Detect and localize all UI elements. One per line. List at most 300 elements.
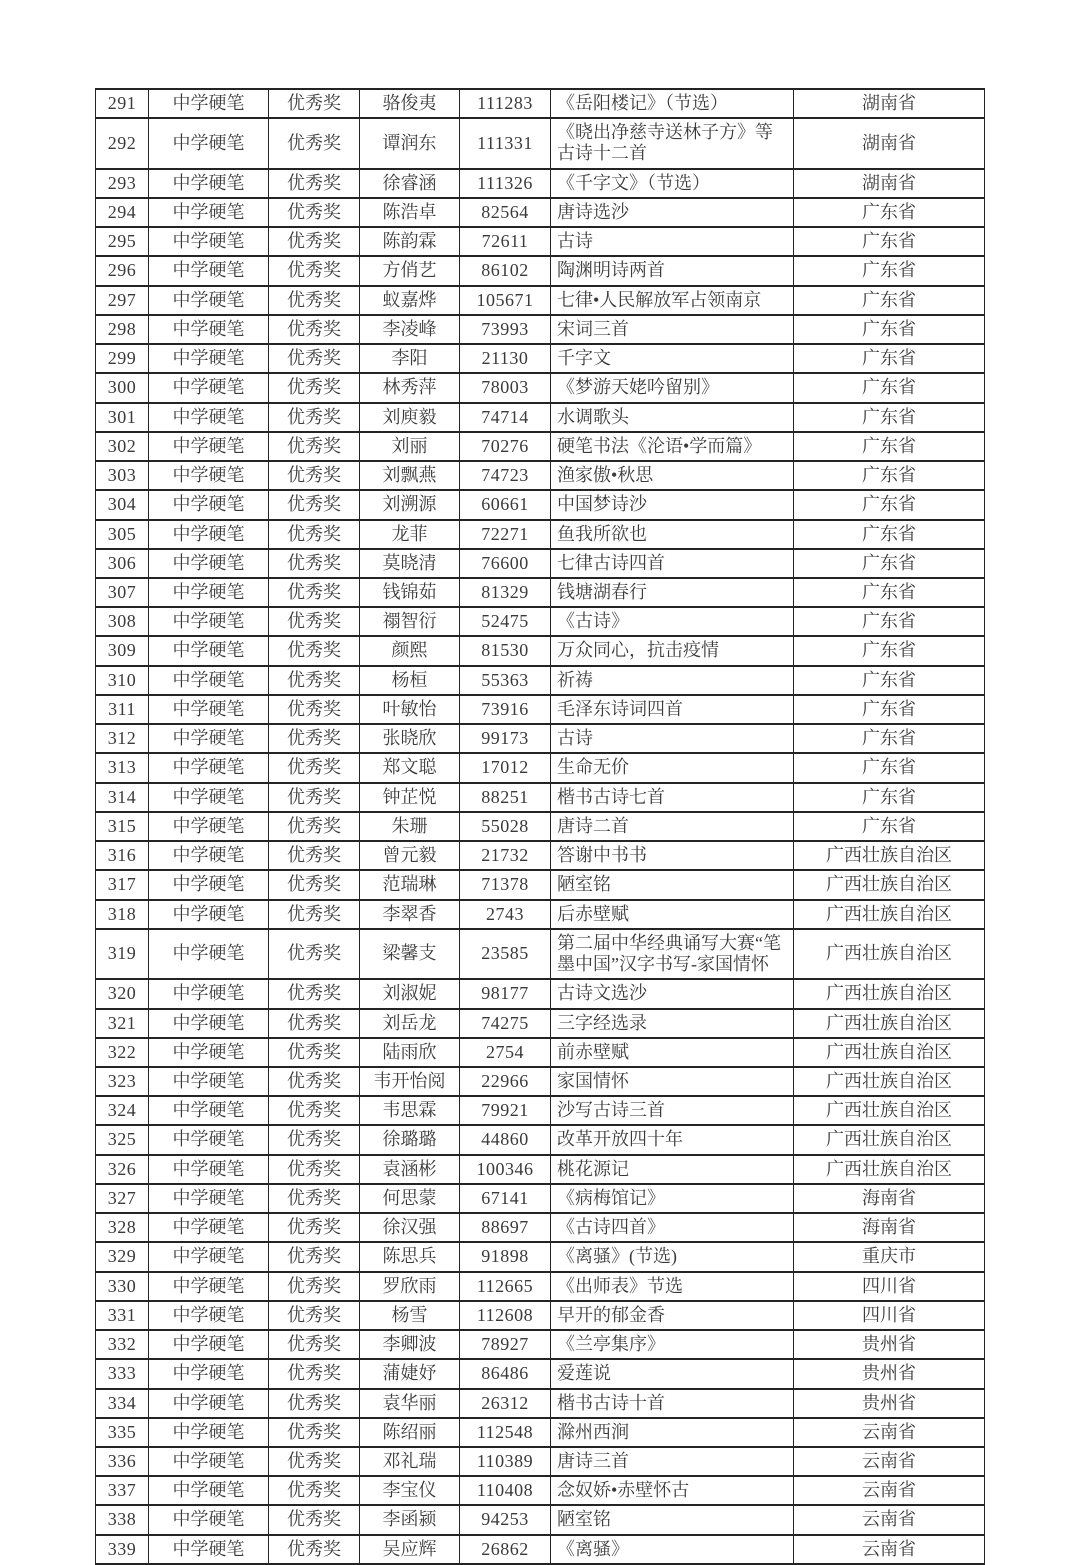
cell-id: 70276: [460, 432, 551, 461]
cell-province: 广西壮族自治区: [794, 841, 985, 870]
cell-category: 中学硬笔: [149, 1038, 269, 1067]
cell-category: 中学硬笔: [149, 724, 269, 753]
cell-name: 李宝仪: [360, 1476, 460, 1505]
cell-province: 云南省: [794, 1535, 985, 1564]
cell-category: 中学硬笔: [149, 578, 269, 607]
cell-title: 硬笔书法《沦语•学而篇》: [551, 432, 794, 461]
cell-category: 中学硬笔: [149, 1505, 269, 1534]
cell-award: 优秀奖: [269, 344, 360, 373]
cell-province: 湖南省: [794, 169, 985, 198]
table-row: [96, 1330, 985, 1359]
cell-name: 郑文聪: [360, 753, 460, 782]
cell-province: 广东省: [794, 753, 985, 782]
cell-province: 广东省: [794, 812, 985, 841]
cell-province: 重庆市: [794, 1242, 985, 1271]
cell-name: 韦开怡阅: [360, 1067, 460, 1096]
cell-category: 中学硬笔: [149, 607, 269, 636]
cell-name: 梁馨支: [360, 929, 460, 979]
cell-title: 滁州西涧: [551, 1418, 794, 1447]
cell-province: 广东省: [794, 286, 985, 315]
cell-title: 家国情怀: [551, 1067, 794, 1096]
cell-award: 优秀奖: [269, 666, 360, 695]
cell-name: 徐璐璐: [360, 1125, 460, 1154]
cell-category: 中学硬笔: [149, 344, 269, 373]
table-row: [96, 1184, 985, 1213]
cell-name: 杨桓: [360, 666, 460, 695]
cell-province: 广西壮族自治区: [794, 900, 985, 929]
cell-title: 渔家傲•秋思: [551, 461, 794, 490]
cell-award: 优秀奖: [269, 549, 360, 578]
cell-province: 海南省: [794, 1184, 985, 1213]
cell-category: 中学硬笔: [149, 1389, 269, 1418]
cell-name: 刘丽: [360, 432, 460, 461]
cell-id: 88697: [460, 1213, 551, 1242]
cell-category: 中学硬笔: [149, 1213, 269, 1242]
cell-name: 蚁嘉烨: [360, 286, 460, 315]
cell-title: 宋词三首: [551, 315, 794, 344]
cell-name: 陈绍丽: [360, 1418, 460, 1447]
table-row: [96, 1359, 985, 1388]
cell-award: 优秀奖: [269, 1125, 360, 1154]
cell-title: 《离骚》: [551, 1535, 794, 1564]
cell-no: 329: [96, 1242, 149, 1271]
cell-category: 中学硬笔: [149, 979, 269, 1008]
cell-category: 中学硬笔: [149, 1301, 269, 1330]
cell-name: 刘岳龙: [360, 1009, 460, 1038]
cell-no: 312: [96, 724, 149, 753]
cell-no: 326: [96, 1155, 149, 1184]
cell-title: 《兰亭集序》: [551, 1330, 794, 1359]
cell-award: 优秀奖: [269, 315, 360, 344]
cell-award: 优秀奖: [269, 578, 360, 607]
cell-id: 111326: [460, 169, 551, 198]
cell-title: 古诗文选沙: [551, 979, 794, 1008]
cell-province: 广西壮族自治区: [794, 1155, 985, 1184]
cell-id: 55028: [460, 812, 551, 841]
table-row: [96, 753, 985, 782]
cell-category: 中学硬笔: [149, 118, 269, 168]
cell-no: 305: [96, 520, 149, 549]
cell-title: 中国梦诗沙: [551, 490, 794, 519]
cell-name: 刘淑妮: [360, 979, 460, 1008]
cell-award: 优秀奖: [269, 900, 360, 929]
cell-province: 广东省: [794, 607, 985, 636]
cell-award: 优秀奖: [269, 403, 360, 432]
cell-province: 广东省: [794, 198, 985, 227]
cell-no: 339: [96, 1535, 149, 1564]
cell-no: 315: [96, 812, 149, 841]
table-row: [96, 198, 985, 227]
cell-title: 前赤壁赋: [551, 1038, 794, 1067]
cell-award: 优秀奖: [269, 118, 360, 168]
cell-id: 73916: [460, 695, 551, 724]
cell-no: 316: [96, 841, 149, 870]
cell-title: 《病梅馆记》: [551, 1184, 794, 1213]
cell-province: 广西壮族自治区: [794, 870, 985, 899]
cell-no: 327: [96, 1184, 149, 1213]
cell-province: 海南省: [794, 1213, 985, 1242]
cell-id: 2743: [460, 900, 551, 929]
cell-award: 优秀奖: [269, 432, 360, 461]
cell-title: 后赤壁赋: [551, 900, 794, 929]
cell-id: 52475: [460, 607, 551, 636]
cell-id: 21732: [460, 841, 551, 870]
cell-no: 330: [96, 1272, 149, 1301]
cell-title: 念奴娇•赤壁怀古: [551, 1476, 794, 1505]
cell-name: 韦思霖: [360, 1096, 460, 1125]
cell-province: 广东省: [794, 666, 985, 695]
table-row: [96, 520, 985, 549]
cell-province: 广东省: [794, 315, 985, 344]
table-row: [96, 227, 985, 256]
table-row: [96, 1505, 985, 1534]
cell-no: 311: [96, 695, 149, 724]
cell-name: 莫晓清: [360, 549, 460, 578]
cell-id: 81530: [460, 636, 551, 665]
cell-title: 早开的郁金香: [551, 1301, 794, 1330]
cell-id: 99173: [460, 724, 551, 753]
cell-title: 桃花源记: [551, 1155, 794, 1184]
table-row: [96, 1096, 985, 1125]
cell-province: 广东省: [794, 227, 985, 256]
cell-title: 七律•人民解放军占领南京: [551, 286, 794, 315]
cell-id: 82564: [460, 198, 551, 227]
cell-title: 第二届中华经典诵写大赛“笔墨中国”汉字书写-家国情怀: [551, 929, 794, 979]
cell-province: 广西壮族自治区: [794, 1096, 985, 1125]
cell-id: 86102: [460, 256, 551, 285]
cell-no: 332: [96, 1330, 149, 1359]
cell-category: 中学硬笔: [149, 783, 269, 812]
cell-category: 中学硬笔: [149, 373, 269, 402]
cell-province: 云南省: [794, 1447, 985, 1476]
cell-title: 《梦游天姥吟留别》: [551, 373, 794, 402]
cell-id: 71378: [460, 870, 551, 899]
cell-no: 310: [96, 666, 149, 695]
cell-id: 111331: [460, 118, 551, 168]
cell-no: 292: [96, 118, 149, 168]
cell-name: 李阳: [360, 344, 460, 373]
cell-province: 湖南省: [794, 89, 985, 118]
cell-title: 答谢中书书: [551, 841, 794, 870]
cell-title: 《离骚》(节选): [551, 1242, 794, 1271]
cell-no: 307: [96, 578, 149, 607]
cell-id: 86486: [460, 1359, 551, 1388]
table-row: [96, 841, 985, 870]
cell-id: 26312: [460, 1389, 551, 1418]
table-row: [96, 286, 985, 315]
cell-category: 中学硬笔: [149, 870, 269, 899]
cell-title: 万众同心，抗击疫情: [551, 636, 794, 665]
cell-no: 301: [96, 403, 149, 432]
cell-province: 云南省: [794, 1505, 985, 1534]
cell-id: 55363: [460, 666, 551, 695]
cell-category: 中学硬笔: [149, 1476, 269, 1505]
cell-name: 钟芷悦: [360, 783, 460, 812]
cell-category: 中学硬笔: [149, 695, 269, 724]
cell-award: 优秀奖: [269, 812, 360, 841]
cell-no: 295: [96, 227, 149, 256]
cell-title: 《千字文》（节选）: [551, 169, 794, 198]
cell-province: 广东省: [794, 256, 985, 285]
cell-category: 中学硬笔: [149, 1125, 269, 1154]
cell-award: 优秀奖: [269, 461, 360, 490]
table-row: [96, 724, 985, 753]
cell-name: 骆俊夷: [360, 89, 460, 118]
cell-id: 81329: [460, 578, 551, 607]
cell-province: 广东省: [794, 432, 985, 461]
cell-no: 331: [96, 1301, 149, 1330]
table-row: [96, 1535, 985, 1564]
cell-award: 优秀奖: [269, 89, 360, 118]
cell-category: 中学硬笔: [149, 929, 269, 979]
cell-name: 李翠香: [360, 900, 460, 929]
cell-name: 张晓欣: [360, 724, 460, 753]
cell-title: 千字文: [551, 344, 794, 373]
cell-id: 76600: [460, 549, 551, 578]
cell-id: 72271: [460, 520, 551, 549]
cell-award: 优秀奖: [269, 1301, 360, 1330]
cell-name: 杨雪: [360, 1301, 460, 1330]
cell-title: 《古诗四首》: [551, 1213, 794, 1242]
cell-id: 100346: [460, 1155, 551, 1184]
cell-province: 广东省: [794, 578, 985, 607]
cell-title: 《古诗》: [551, 607, 794, 636]
cell-category: 中学硬笔: [149, 1009, 269, 1038]
cell-name: 林秀萍: [360, 373, 460, 402]
cell-id: 60661: [460, 490, 551, 519]
cell-no: 298: [96, 315, 149, 344]
cell-award: 优秀奖: [269, 1155, 360, 1184]
cell-title: 陶渊明诗两首: [551, 256, 794, 285]
cell-name: 钱锦茹: [360, 578, 460, 607]
cell-category: 中学硬笔: [149, 1535, 269, 1564]
cell-category: 中学硬笔: [149, 666, 269, 695]
cell-category: 中学硬笔: [149, 256, 269, 285]
table-row: [96, 1476, 985, 1505]
table-row: [96, 1389, 985, 1418]
cell-province: 湖南省: [794, 118, 985, 168]
table-row: [96, 461, 985, 490]
cell-id: 17012: [460, 753, 551, 782]
cell-award: 优秀奖: [269, 490, 360, 519]
table-row: [96, 1272, 985, 1301]
cell-award: 优秀奖: [269, 1505, 360, 1534]
cell-province: 云南省: [794, 1476, 985, 1505]
cell-title: 唐诗选沙: [551, 198, 794, 227]
cell-title: 陋室铭: [551, 870, 794, 899]
cell-no: 294: [96, 198, 149, 227]
cell-no: 323: [96, 1067, 149, 1096]
cell-name: 刘庾毅: [360, 403, 460, 432]
cell-award: 优秀奖: [269, 1067, 360, 1096]
cell-category: 中学硬笔: [149, 1067, 269, 1096]
cell-province: 广东省: [794, 344, 985, 373]
table-row: [96, 812, 985, 841]
cell-name: 邓礼瑞: [360, 1447, 460, 1476]
cell-category: 中学硬笔: [149, 1447, 269, 1476]
cell-province: 广东省: [794, 549, 985, 578]
cell-province: 广西壮族自治区: [794, 979, 985, 1008]
cell-award: 优秀奖: [269, 198, 360, 227]
cell-category: 中学硬笔: [149, 1418, 269, 1447]
cell-award: 优秀奖: [269, 1418, 360, 1447]
cell-category: 中学硬笔: [149, 753, 269, 782]
cell-name: 范瑞琳: [360, 870, 460, 899]
cell-name: 李卿波: [360, 1330, 460, 1359]
table-row: [96, 1301, 985, 1330]
table-row: [96, 870, 985, 899]
cell-category: 中学硬笔: [149, 1359, 269, 1388]
cell-title: 祈祷: [551, 666, 794, 695]
cell-award: 优秀奖: [269, 373, 360, 402]
cell-province: 广东省: [794, 461, 985, 490]
table-row: [96, 169, 985, 198]
cell-award: 优秀奖: [269, 286, 360, 315]
cell-title: 生命无价: [551, 753, 794, 782]
cell-award: 优秀奖: [269, 1476, 360, 1505]
cell-id: 74723: [460, 461, 551, 490]
table-row: [96, 1155, 985, 1184]
cell-no: 335: [96, 1418, 149, 1447]
cell-id: 78003: [460, 373, 551, 402]
table-row: [96, 490, 985, 519]
cell-award: 优秀奖: [269, 870, 360, 899]
cell-province: 广东省: [794, 373, 985, 402]
cell-category: 中学硬笔: [149, 900, 269, 929]
cell-no: 320: [96, 979, 149, 1008]
cell-no: 325: [96, 1125, 149, 1154]
cell-award: 优秀奖: [269, 169, 360, 198]
cell-award: 优秀奖: [269, 1447, 360, 1476]
cell-category: 中学硬笔: [149, 1242, 269, 1271]
cell-title: 唐诗三首: [551, 1447, 794, 1476]
cell-award: 优秀奖: [269, 1096, 360, 1125]
cell-award: 优秀奖: [269, 1359, 360, 1388]
cell-name: 曾元毅: [360, 841, 460, 870]
cell-category: 中学硬笔: [149, 1096, 269, 1125]
cell-name: 李函颍: [360, 1505, 460, 1534]
cell-award: 优秀奖: [269, 695, 360, 724]
cell-award: 优秀奖: [269, 256, 360, 285]
cell-award: 优秀奖: [269, 1184, 360, 1213]
cell-title: 钱塘湖春行: [551, 578, 794, 607]
table-row: [96, 1125, 985, 1154]
cell-no: 322: [96, 1038, 149, 1067]
cell-name: 刘飘燕: [360, 461, 460, 490]
cell-title: 《晓出净慈寺送林子方》等古诗十二首: [551, 118, 794, 168]
cell-no: 317: [96, 870, 149, 899]
cell-id: 88251: [460, 783, 551, 812]
cell-name: 陆雨欣: [360, 1038, 460, 1067]
cell-title: 水调歌头: [551, 403, 794, 432]
cell-name: 徐汉强: [360, 1213, 460, 1242]
table-row: [96, 1067, 985, 1096]
cell-id: 2754: [460, 1038, 551, 1067]
cell-name: 罗欣雨: [360, 1272, 460, 1301]
table-row: [96, 1213, 985, 1242]
cell-id: 73993: [460, 315, 551, 344]
cell-province: 贵州省: [794, 1359, 985, 1388]
cell-id: 91898: [460, 1242, 551, 1271]
cell-province: 四川省: [794, 1272, 985, 1301]
cell-province: 广东省: [794, 783, 985, 812]
cell-award: 优秀奖: [269, 841, 360, 870]
cell-category: 中学硬笔: [149, 520, 269, 549]
cell-no: 291: [96, 89, 149, 118]
cell-title: 沙写古诗三首: [551, 1096, 794, 1125]
table-row: [96, 695, 985, 724]
cell-id: 94253: [460, 1505, 551, 1534]
table-row: [96, 1009, 985, 1038]
cell-province: 贵州省: [794, 1389, 985, 1418]
cell-category: 中学硬笔: [149, 169, 269, 198]
cell-no: 300: [96, 373, 149, 402]
cell-province: 广东省: [794, 520, 985, 549]
cell-id: 105671: [460, 286, 551, 315]
cell-province: 广东省: [794, 490, 985, 519]
cell-province: 广西壮族自治区: [794, 1009, 985, 1038]
cell-no: 319: [96, 929, 149, 979]
cell-province: 广西壮族自治区: [794, 1038, 985, 1067]
cell-province: 广东省: [794, 636, 985, 665]
cell-category: 中学硬笔: [149, 636, 269, 665]
table-row: [96, 783, 985, 812]
cell-no: 333: [96, 1359, 149, 1388]
cell-award: 优秀奖: [269, 1038, 360, 1067]
cell-title: 爱莲说: [551, 1359, 794, 1388]
table-row: [96, 373, 985, 402]
table-row: [96, 979, 985, 1008]
cell-province: 广西壮族自治区: [794, 1125, 985, 1154]
cell-name: 吴应辉: [360, 1535, 460, 1564]
table-row: [96, 89, 985, 118]
cell-province: 云南省: [794, 1418, 985, 1447]
table-row: [96, 432, 985, 461]
cell-category: 中学硬笔: [149, 1184, 269, 1213]
cell-no: 313: [96, 753, 149, 782]
cell-title: 古诗: [551, 227, 794, 256]
table-row: [96, 256, 985, 285]
cell-id: 74714: [460, 403, 551, 432]
cell-id: 112665: [460, 1272, 551, 1301]
cell-title: 七律古诗四首: [551, 549, 794, 578]
cell-name: 陈韵霖: [360, 227, 460, 256]
cell-name: 陈思兵: [360, 1242, 460, 1271]
cell-title: 楷书古诗七首: [551, 783, 794, 812]
cell-title: 《出师表》节选: [551, 1272, 794, 1301]
cell-category: 中学硬笔: [149, 315, 269, 344]
cell-name: 方俏艺: [360, 256, 460, 285]
cell-province: 贵州省: [794, 1330, 985, 1359]
cell-title: 古诗: [551, 724, 794, 753]
cell-id: 22966: [460, 1067, 551, 1096]
cell-no: 336: [96, 1447, 149, 1476]
cell-name: 李凌峰: [360, 315, 460, 344]
cell-category: 中学硬笔: [149, 432, 269, 461]
cell-no: 297: [96, 286, 149, 315]
table-row: [96, 344, 985, 373]
cell-province: 四川省: [794, 1301, 985, 1330]
table-row: [96, 607, 985, 636]
cell-name: 颜熙: [360, 636, 460, 665]
cell-name: 袁华丽: [360, 1389, 460, 1418]
cell-award: 优秀奖: [269, 1535, 360, 1564]
cell-province: 广东省: [794, 695, 985, 724]
cell-category: 中学硬笔: [149, 1155, 269, 1184]
cell-name: 叶敏怡: [360, 695, 460, 724]
cell-id: 111283: [460, 89, 551, 118]
cell-category: 中学硬笔: [149, 227, 269, 256]
